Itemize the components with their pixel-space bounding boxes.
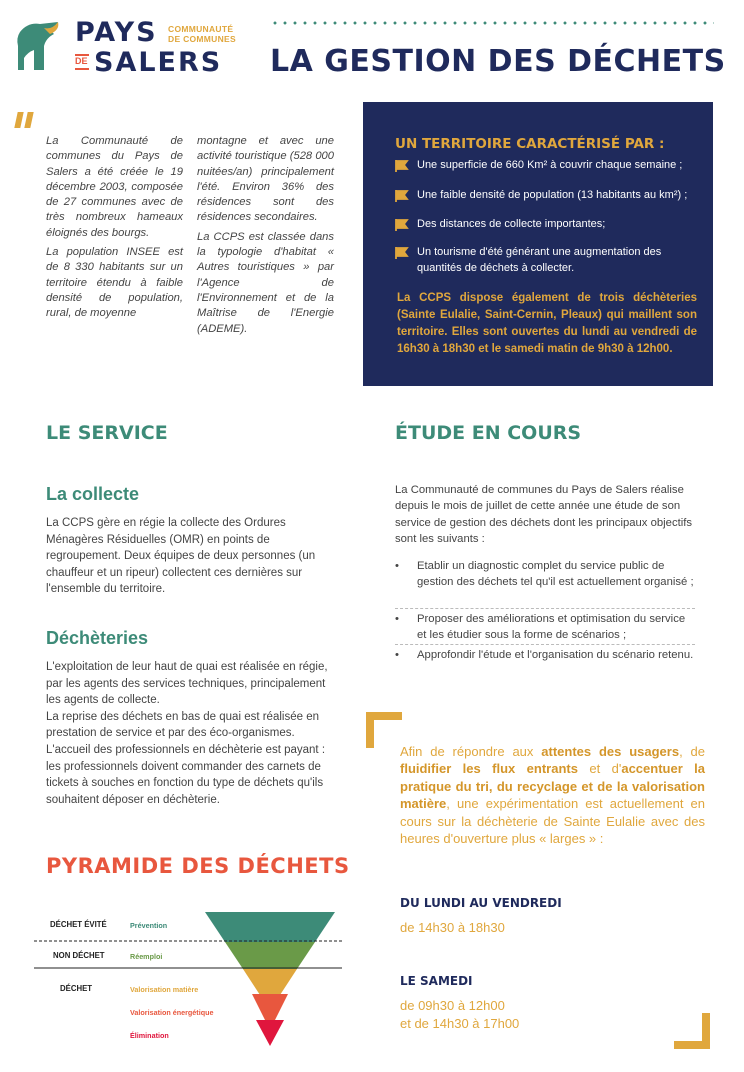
list-divider	[395, 644, 695, 645]
bullet-icon: •	[395, 649, 399, 661]
intro-paragraph: La Communauté de communes du Pays de Salers a été créée le 19 décembre 2003, composée de 27 communes avec de très nombreux hameaux éloignés des bourgs.	[46, 135, 183, 239]
decheteries-paragraph: La reprise des déchets en bas de quai est réalisée en prestation de service et par des éco-organismes.	[46, 710, 319, 740]
territory-item: Une superficie de 660 Km² à couvrir chaque semaine ;	[395, 158, 695, 174]
territory-title: UN TERRITOIRE CARACTÉRISÉ PAR :	[395, 136, 665, 152]
weekday-hours: de 14h30 à 18h30	[400, 920, 505, 935]
pyramid-level-label: Valorisation matière	[130, 985, 199, 994]
bullet-icon: •	[395, 560, 399, 572]
corner-bracket-icon	[366, 712, 402, 748]
flag-icon	[395, 190, 409, 202]
logo-de: DE	[75, 56, 88, 66]
territory-item: Une faible densité de population (13 habitants au km²) ;	[395, 188, 695, 204]
pyramid-level-prevention	[205, 912, 335, 942]
intro-column-2	[197, 134, 334, 341]
collecte-text: La CCPS gère en régie la collecte des Ordures Ménagères Résiduelles (OMR) en points de regroupement. Deux équipes de deux personnes (un chauffeur et un ripeur) collectent ces dernières sur l'ensemble du territoire.	[46, 517, 316, 596]
list-divider	[395, 608, 695, 609]
saturday-hours: de 09h30 à 12h00 et de 14h30 à 17h00	[400, 998, 520, 1031]
quote-icon	[14, 112, 34, 136]
territory-extra: La CCPS dispose également de trois déchèteries (Sainte Eulalie, Saint-Cernin, Pleaux) qui maillent son territoire. Elles sont ouvertes du lundi au vendredi de 16h30 à 18h30 et le samedi matin de 9h30 à 12h00.	[397, 292, 697, 355]
experiment-text: Afin de répondre aux attentes des usagers, de fluidifier les flux entrants et d'accentuer la pratique du tri, du recyclage et de la valorisation matière, une expérimentation est actuellement en cours sur la déchèterie de Sainte Eulalie avec des heures d'ouverture plus « larges » :	[400, 744, 706, 847]
collecte-title: La collecte	[46, 484, 140, 504]
logo-salers: SALERS	[94, 47, 223, 78]
flag-icon	[395, 219, 409, 231]
flag-icon	[395, 247, 409, 259]
study-list-item: • Approfondir l'étude et l'organisation du scénario retenu.	[395, 647, 695, 663]
saturday-title: LE SAMEDI	[400, 974, 473, 988]
service-heading: LE SERVICE	[46, 422, 168, 444]
decheteries-paragraph: L'accueil des professionnels en déchèterie est payant : les professionnels doivent commander des carnets de tickets à souches en fonction du type de déchets qu'ils souhaitent déposer en déchèterie.	[46, 743, 326, 806]
pyramid-category-label: NON DÉCHET	[53, 951, 105, 960]
territory-item: Des distances de collecte importantes;	[395, 217, 695, 233]
decheteries-paragraph: L'exploitation de leur haut de quai est réalisée en régie, par les agents des services techniques, principalement les agents de collecte.	[46, 661, 328, 707]
intro-paragraph: montagne et avec une activité touristique (528 000 nuitées/an) principalement l'été. Environ 36% des résidences sont des résidences secondaires.	[197, 135, 334, 224]
page-title: LA GESTION DES DÉCHETS	[270, 44, 726, 79]
pyramid-title: PYRAMIDE DES DÉCHETS	[46, 854, 350, 878]
pyramid-level-reemploi	[225, 942, 315, 969]
logo-pays: PAYS	[75, 17, 158, 48]
pyramid-level-label: Élimination	[130, 1031, 169, 1040]
cow-logo-icon	[14, 18, 64, 74]
study-list-item: • Proposer des améliorations et optimisation du service et les étudier sous la forme de scénarios ;	[395, 613, 686, 642]
waste-pyramid	[30, 908, 350, 1048]
logo-divider	[75, 68, 89, 70]
decheteries-text	[46, 659, 338, 808]
pyramid-level-label: Valorisation énergétique	[130, 1008, 214, 1017]
pyramid-level-label: Réemploi	[130, 952, 163, 961]
decheteries-title: Déchèteries	[46, 628, 149, 648]
logo-community-label: COMMUNAUTÉ DE COMMUNES	[168, 24, 236, 44]
study-intro: La Communauté de communes du Pays de Salers réalise depuis le mois de juillet de cette année une étude de son service de gestion des déchets dont les principaux objectifs sont les suivants :	[395, 484, 693, 546]
weekday-title: DU LUNDI AU VENDREDI	[400, 896, 562, 910]
dotted-divider	[270, 21, 714, 25]
intro-paragraph: La population INSEE est de 8 330 habitants sur un territoire étendu à faible densité de population, rural, de moyenne	[46, 246, 183, 320]
study-heading: ÉTUDE EN COURS	[395, 422, 582, 444]
intro-paragraph: La CCPS est classée dans la typologie d'habitat « Autres touristiques » par l'Agence de l'Environnement et de la Maîtrise de l'Energie (ADEME).	[197, 230, 334, 335]
pyramid-category-label: DÉCHET ÉVITÉ	[50, 920, 107, 929]
pyramid-level-label: Prévention	[130, 921, 168, 930]
territory-item: Un tourisme d'été générant une augmentation des quantités de déchets à collecter.	[395, 245, 695, 276]
flag-icon	[395, 160, 409, 172]
study-list-item: • Etablir un diagnostic complet du service public de gestion des déchets tel qu'il est actuellement organisé ;	[395, 560, 694, 589]
pyramid-level-valorisation-energetique	[252, 994, 288, 1020]
corner-bracket-icon	[674, 1013, 710, 1049]
pyramid-category-label: DÉCHET	[60, 984, 93, 993]
pyramid-level-elimination	[256, 1020, 284, 1046]
bullet-icon: •	[395, 613, 399, 625]
intro-column-1	[46, 134, 183, 326]
